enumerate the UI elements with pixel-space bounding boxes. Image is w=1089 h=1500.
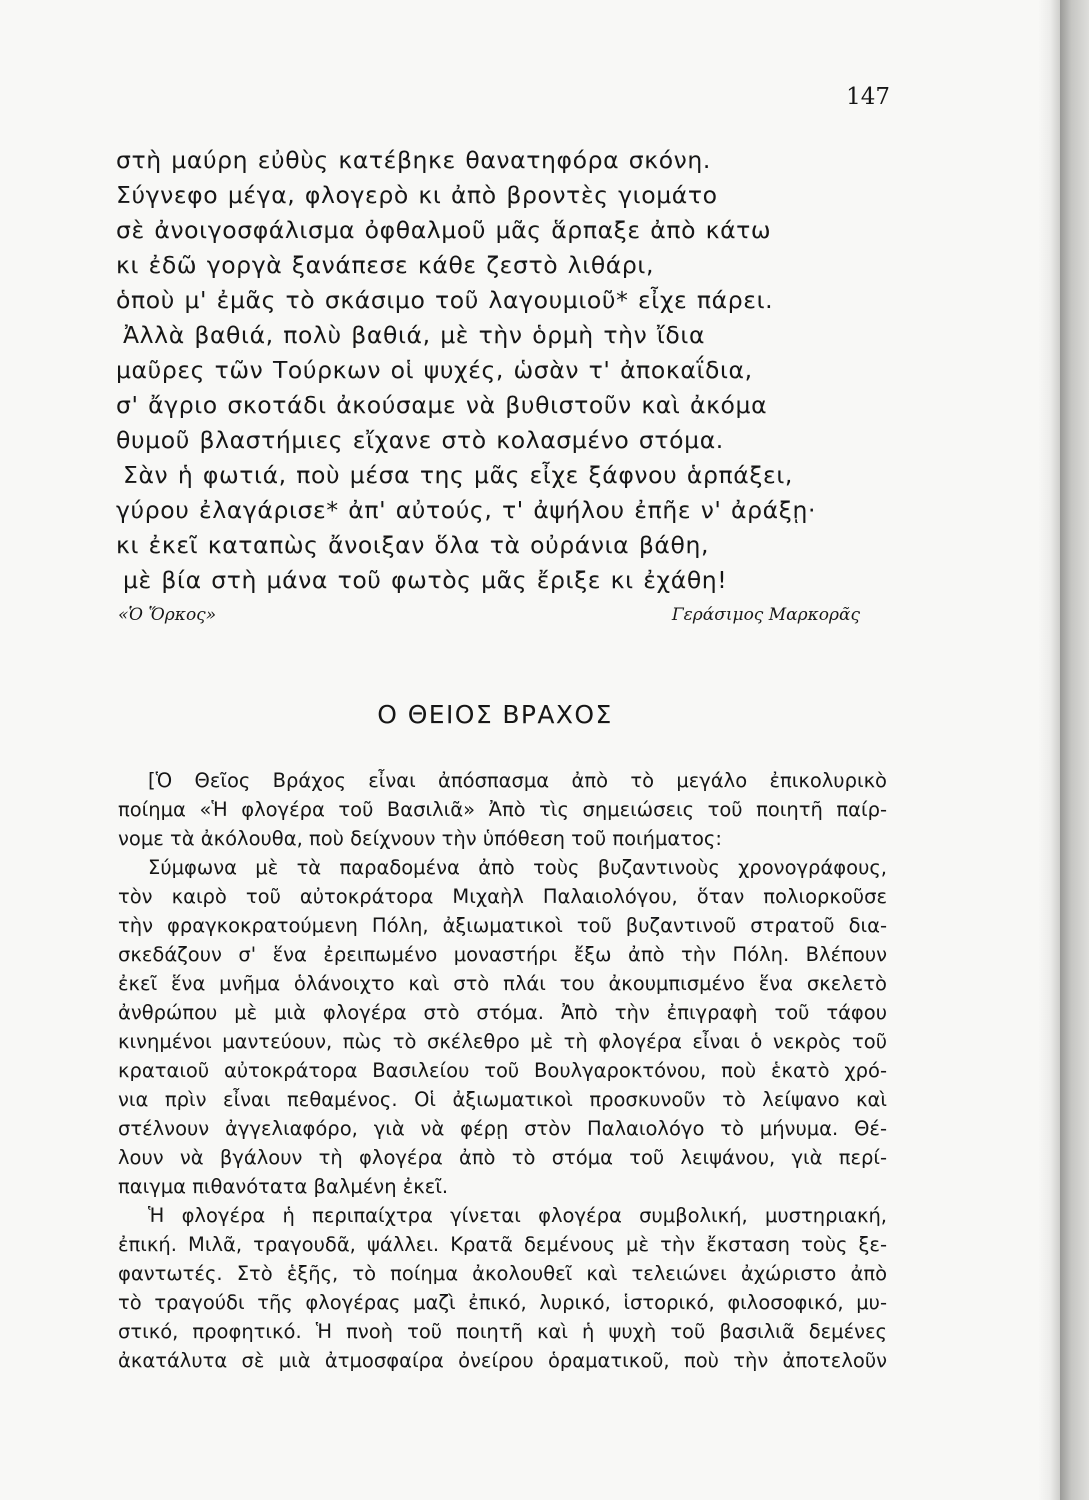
prose-line: ἀκατάλυτα σὲ μιὰ ἀτμοσφαίρα ὀνείρου ὁραματικοῦ, ποὺ τὴν ἀποτελοῦν	[118, 1349, 887, 1372]
prose-line: [Ὁ Θεῖος Βράχος εἶναι ἀπόσπασμα ἀπὸ τὸ μεγάλο ἐπικολυρικὸ	[148, 769, 887, 792]
prose-line: κινημένοι μαντεύουν, πὼς τὸ σκέλεθρο μὲ τὴ φλογέρα εἶναι ὁ νεκρὸς τοῦ	[118, 1030, 887, 1053]
prose-line: τὸν καιρὸ τοῦ αὐτοκράτορα Μιχαὴλ Παλαιολόγου, ὅταν πολιορκοῦσε	[118, 885, 887, 908]
poem-line: στὴ μαύρη εὐθὺς κατέβηκε θανατηφόρα σκόνη.	[116, 146, 711, 174]
prose-line: στέλνουν ἀγγελιαφόρο, γιὰ νὰ φέρῃ στὸν Παλαιολόγο τὸ μήνυμα. Θέ-	[118, 1117, 887, 1140]
prose-line: ἐκεῖ ἕνα μνῆμα ὁλάνοιχτο καὶ στὸ πλάι του ἀκουμπισμένο ἕνα σκελετὸ	[118, 972, 887, 995]
prose-line: ἀνθρώπου μὲ μιὰ φλογέρα στὸ στόμα. Ἀπὸ τὴν ἐπιγραφὴ τοῦ τάφου	[118, 1001, 887, 1024]
poem-line: Σύγνεφο μέγα, φλογερὸ κι ἀπὸ βροντὲς γιομάτο	[116, 181, 718, 209]
prose-line: ἐπική. Μιλᾶ, τραγουδᾶ, ψάλλει. Κρατᾶ δεμένους μὲ τὴν ἔκσταση τοὺς ξε-	[118, 1233, 887, 1256]
prose-line: λουν νὰ βγάλουν τὴ φλογέρα ἀπὸ τὸ στόμα τοῦ λειψάνου, γιὰ περί-	[118, 1146, 887, 1169]
poem-line: κι ἐκεῖ καταπὼς ἄνοιξαν ὅλα τὰ οὐράνια βάθη,	[116, 531, 710, 559]
poem-line: μὲ βία στὴ μάνα τοῦ φωτὸς μᾶς ἔριξε κι ἐχάθη!	[123, 566, 728, 594]
prose-line: νομε τὰ ἀκόλουθα, ποὺ δείχνουν τὴν ὑπόθεση τοῦ ποιήματος:	[118, 827, 722, 850]
prose-line: τὸ τραγούδι τῆς φλογέρας μαζὶ ἐπικό, λυρικό, ἱστορικό, φιλοσοφικό, μυ-	[118, 1291, 887, 1314]
prose-line: κραταιοῦ αὐτοκράτορα Βασιλείου τοῦ Βουλγαροκτόνου, ποὺ ἑκατὸ χρό-	[118, 1059, 887, 1082]
poem-line: σ' ἄγριο σκοτάδι ἀκούσαμε νὰ βυθιστοῦν καὶ ἀκόμα	[116, 391, 768, 419]
poem-line: κι ἐδῶ γοργὰ ξανάπεσε κάθε ζεστὸ λιθάρι,	[116, 251, 655, 279]
poem-line: Σὰν ἡ φωτιά, ποὺ μέσα της μᾶς εἶχε ξάφνου ἁρπάξει,	[123, 461, 793, 489]
facing-page-edge	[1060, 0, 1089, 1500]
prose-line: νια πρὶν εἶναι πεθαμένος. Οἱ ἀξιωματικοὶ προσκυνοῦν τὸ λείψανο καὶ	[118, 1088, 887, 1111]
poem-line: σὲ ἀνοιγοσφάλισμα ὀφθαλμοῦ μᾶς ἅρπαξε ἀπὸ κάτω	[116, 216, 772, 244]
prose-line: Ἡ φλογέρα ἡ περιπαίχτρα γίνεται φλογέρα συμβολική, μυστηριακή,	[148, 1204, 887, 1227]
page-number: 147	[846, 84, 890, 110]
poem-line: μαῦρες τῶν Τούρκων οἱ ψυχές, ὡσὰν τ' ἀποκαΐδια,	[116, 356, 753, 384]
poem-source: «Ὁ Ὅρκος»	[118, 605, 217, 625]
poem-line: ὁποὺ μ' ἐμᾶς τὸ σκάσιμο τοῦ λαγουμιοῦ* εἶχε πάρει.	[116, 286, 774, 314]
prose-line: στικό, προφητικό. Ἡ πνοὴ τοῦ ποιητῆ καὶ ἡ ψυχὴ τοῦ βασιλιᾶ δεμένες	[118, 1320, 887, 1343]
poem-line: γύρου ἐλαγάρισε* ἀπ' αὐτούς, τ' ἀψήλου ἐπῆε ν' ἀράξῃ·	[116, 496, 817, 524]
prose-line: ποίημα «Ἡ φλογέρα τοῦ Βασιλιᾶ» Ἀπὸ τὶς σημειώσεις τοῦ ποιητῆ παίρ-	[118, 798, 887, 821]
poem-line: Ἀλλὰ βαθιά, πολὺ βαθιά, μὲ τὴν ὁρμὴ τὴν ἴδια	[123, 321, 706, 349]
poem-author: Γεράσιμος Μαρκορᾶς	[671, 605, 860, 625]
prose-line: παιγμα πιθανότατα βαλμένη ἐκεῖ.	[118, 1175, 449, 1198]
prose-line: φαντωτές. Στὸ ἑξῆς, τὸ ποίημα ἀκολουθεῖ καὶ τελειώνει ἀχώριστο ἀπὸ	[118, 1262, 887, 1285]
poem-attribution	[118, 605, 860, 635]
page-edge-shadow	[1038, 0, 1060, 1500]
prose-line: τὴν φραγκοκρατούμενη Πόλη, ἀξιωματικοὶ τοῦ βυζαντινοῦ στρατοῦ δια-	[118, 914, 887, 937]
prose-line: σκεδάζουν σ' ἕνα ἐρειπωμένο μοναστήρι ἔξω ἀπὸ τὴν Πόλη. Βλέπουν	[118, 943, 887, 966]
poem-line: θυμοῦ βλαστήμιες εἴχανε στὸ κολασμένο στόμα.	[116, 426, 724, 454]
prose-line: Σύμφωνα μὲ τὰ παραδομένα ἀπὸ τοὺς βυζαντινοὺς χρονογράφους,	[148, 856, 887, 879]
section-title: Ο ΘΕΙΟΣ ΒΡΑΧΟΣ	[377, 700, 613, 729]
